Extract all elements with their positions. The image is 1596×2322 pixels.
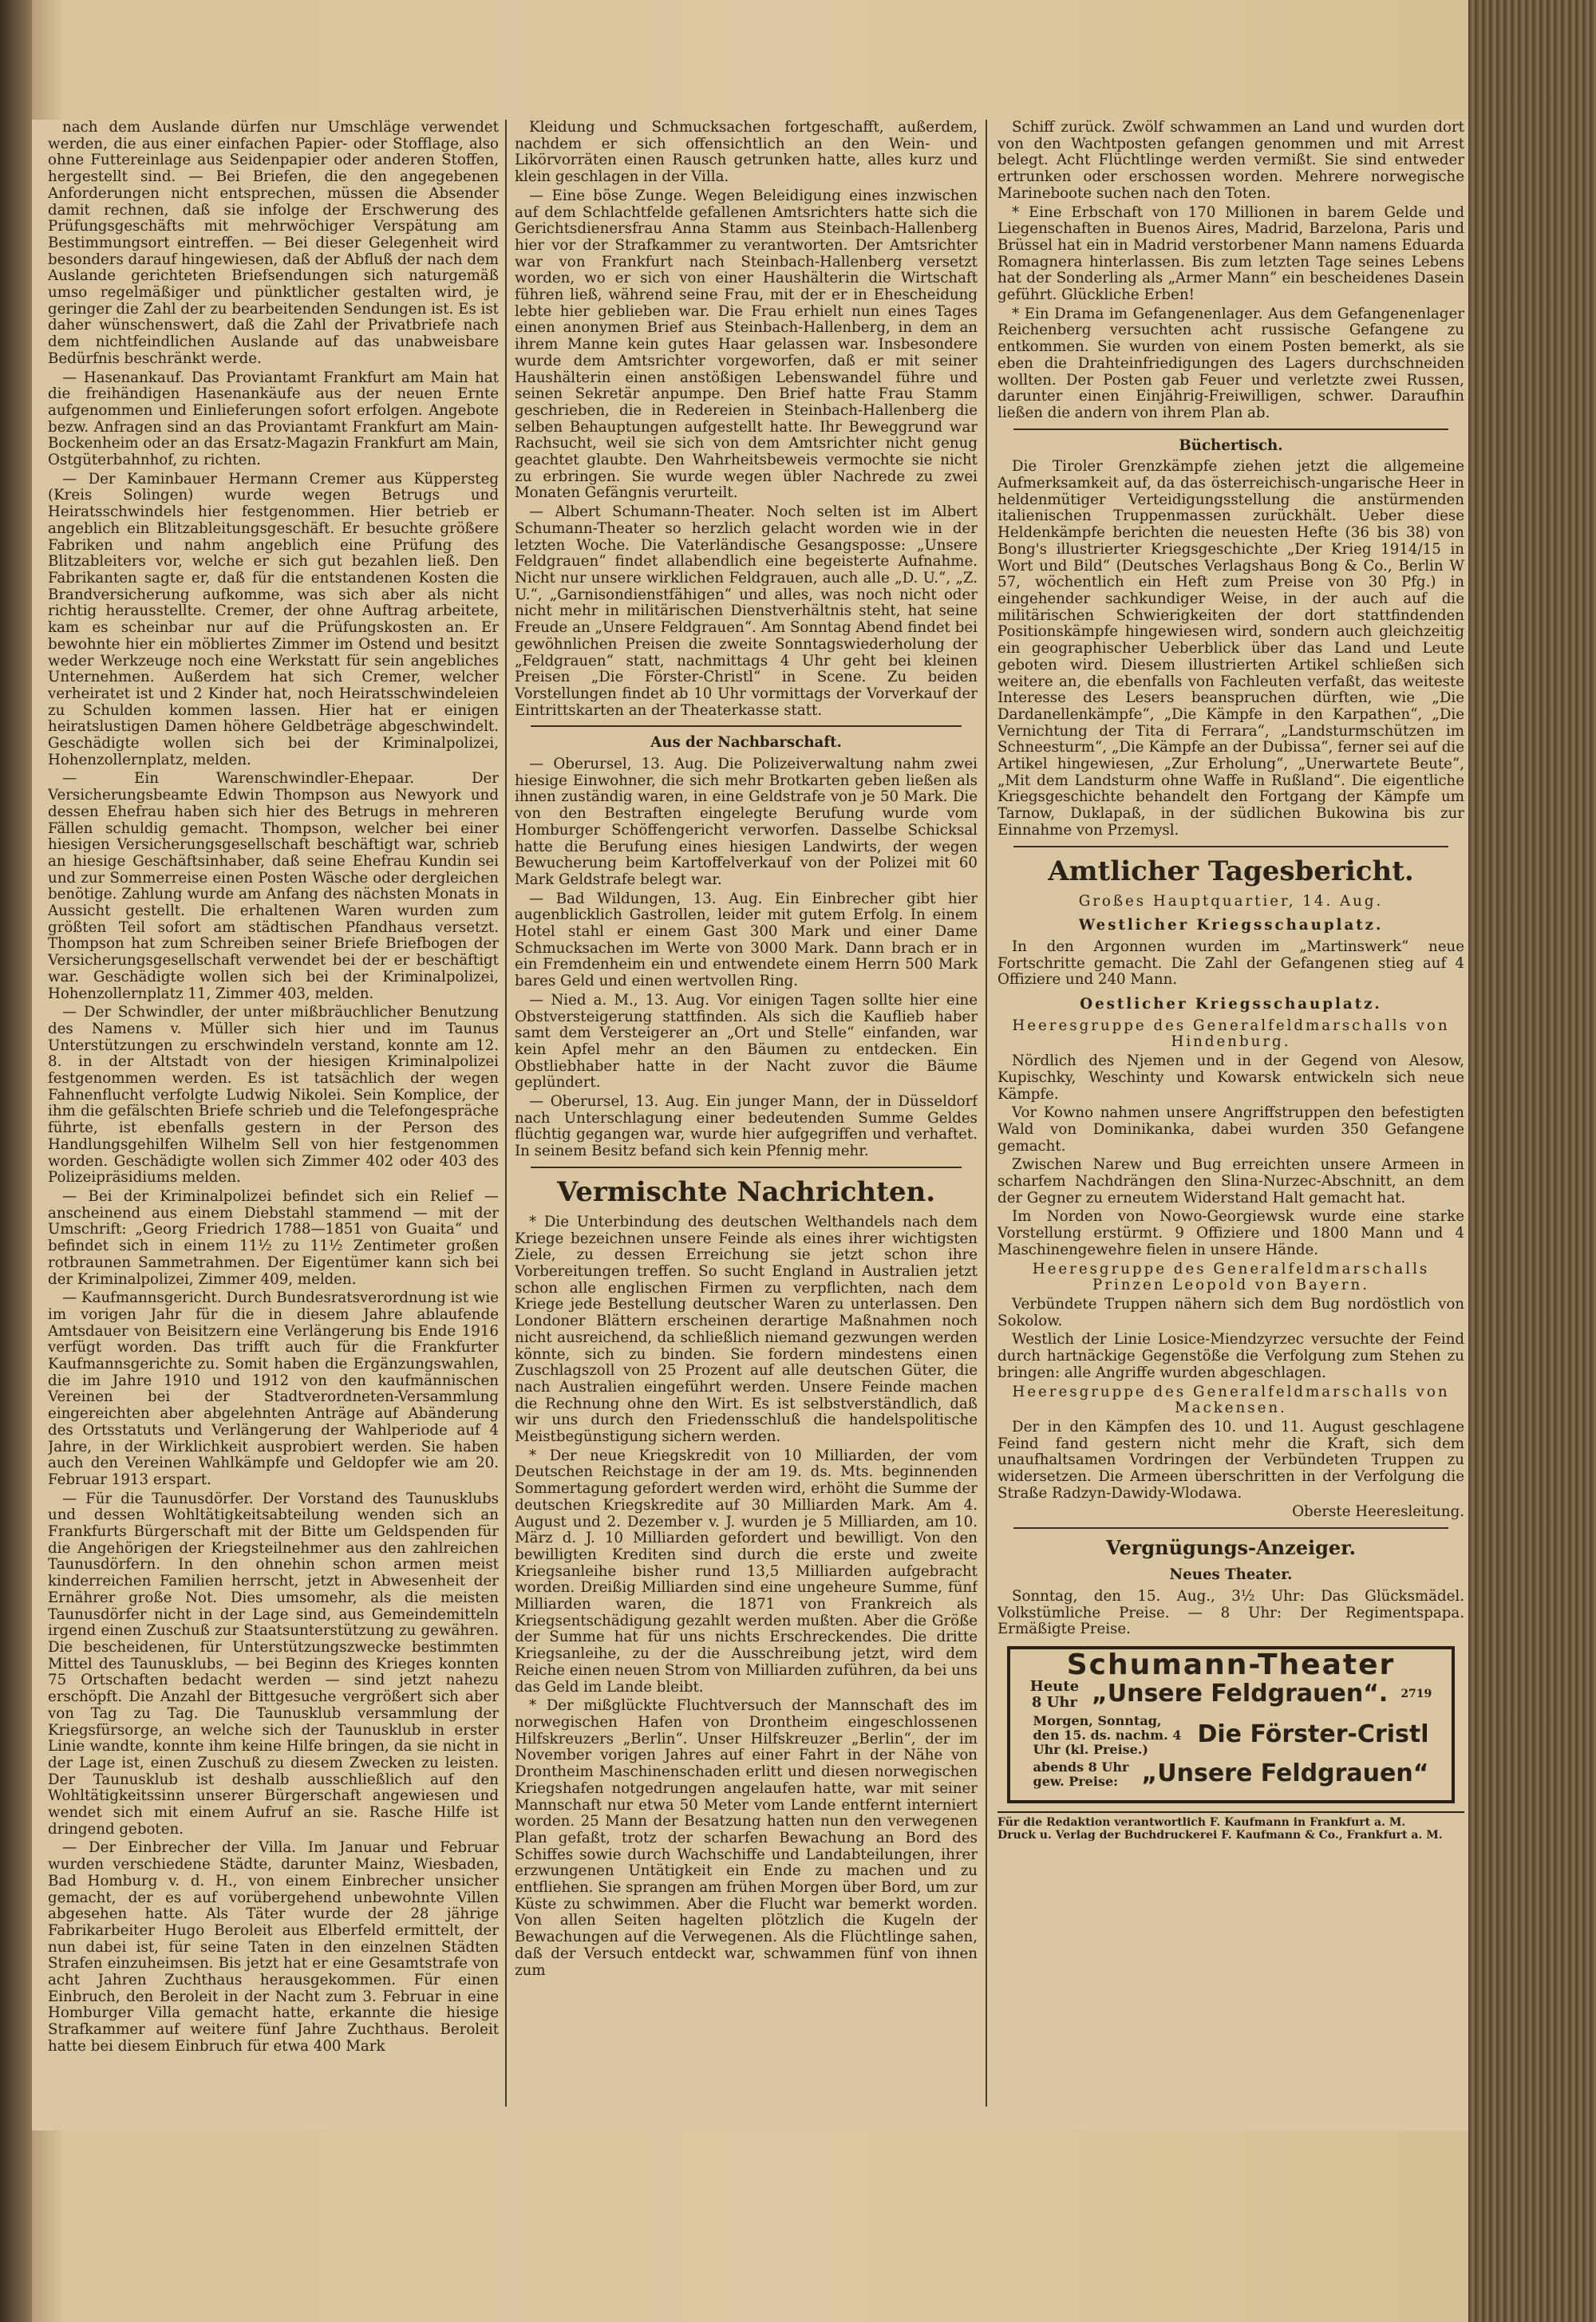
event-listing: Sonntag, den 15. Aug., 3½ Uhr: Das Glücksmädel. Volkstümliche Preise. — 8 Uhr: Der Regimentspapa. Ermäßigte Preise. bbox=[998, 1587, 1464, 1638]
section-heading-tagesbericht: Amtlicher Tagesbericht. bbox=[1048, 855, 1414, 887]
left-page-edge bbox=[0, 0, 32, 2322]
subheading-hindenburg: Heeresgruppe des Generalfeldmarschalls von Hindenburg. bbox=[1012, 1017, 1450, 1051]
imprint-editor: Für die Redaktion verantwortlich F. Kaufmann in Frankfurt a. M. bbox=[998, 1815, 1406, 1829]
report-paragraph: Westlich der Linie Losice-Miendzyrzec versuchte der Feind durch hartnäckige Gegenstöße die Verfolgung zum Stehen zu bringen: alle Angriffe wurden abgeschlagen. bbox=[998, 1331, 1464, 1381]
article-paragraph: * Eine Erbschaft von 170 Millionen in barem Gelde und Liegenschaften in Buenos Aires, Madrid, Barzelona, Paris und Brüssel hat ein in Madrid verstorbener Mann namens Eduarda Romagnera hinterlassen. Bis zum letzten Tage seines Lebens hat der Sonderling als „Armer Mann“ ein bescheidenes Dasein geführt. Glückliche Erben! bbox=[998, 203, 1464, 304]
article-paragraph: — Kaufmannsgericht. Durch Bundesratsverordnung ist wie im vorigen Jahr für die in diesem Jahre ablaufende Amtsdauer von Beisitzern eine Verlängerung bis Ende 1916 verfügt worden. Das trifft auch für die Frankfurter Kaufmannsgerichte zu. Somit haben die Ergänzungswahlen, die im Jahre 1910 und 1912 von den kaufmännischen Vereinen bei der Stadtverordneten-Versammlung eingereichten aber abgelehnten Anträge auf Abänderung des Ortsstatuts und Verlängerung der Wahlperiode auf 4 Jahre, in der Wirklichkeit ausprobiert werden. Sie haben auch den Vereinen Wahlkämpfe und Geldopfer wie am 20. Februar 1913 erspart. bbox=[48, 1289, 499, 1488]
article-paragraph: — Bad Wildungen, 13. Aug. Ein Einbrecher gibt hier augenblicklich Gastrollen, leider mit gutem Erfolg. In einem Hotel stahl er einem Gast 300 Mark und einer Dame Schmucksachen im Werte von 3000 Mark. Dann brach er in ein Fremdenheim ein und entwendete einem Herrn 500 Mark bares Geld und einen wertvollen Ring. bbox=[515, 890, 978, 990]
ad-play-1: „Unsere Feldgrauen“. bbox=[1092, 1680, 1389, 1708]
section-heading-buechertisch: Büchertisch. bbox=[1179, 436, 1283, 454]
section-divider bbox=[531, 1167, 962, 1168]
column-rule bbox=[986, 120, 987, 2107]
section-divider bbox=[531, 725, 962, 727]
ad-heute-line1: Heute bbox=[1029, 1677, 1080, 1695]
article-paragraph: — Für die Taunusdörfer. Der Vorstand des Taunusklubs und dessen Wohltätigkeitsabteilung wenden sich an Frankfurts Bürgerschaft mit der Bitte um Geldspenden für die Angehörigen der Kriegsteilnehmer aus den zahlreichen Taunusdörfern. In den ohnehin schon armen meist kinderreichen Familien herrscht, jetzt in Abwesenheit der Ernährer große Not. Dies umsomehr, als die meisten Taunusdörfer nicht in der Lage sind, aus Gemeindemitteln irgend einen Zuschuß zur Staatsunterstützung zu gewähren. Die bescheidenen, für Unterstützungszwecke bestimmten Mittel des Taunusklubs, — bei Beginn des Krieges konnten 75 Ortschaften bedacht werden — sind jetzt nahezu erschöpft. Die Anzahl der Bittgesuche vergrößert sich aber von Tag zu Tag. Die Taunusklub versammlung der Kriegsfürsorge, an welche sich der Taunusklub in erster Linie wandte, konnte ihm keine Hilfe bringen, da sie nicht in der Lage ist, einen Zuschuß zu diesem Zwecken zu leisten. Der Taunusklub ist deshalb ausschließlich auf den Wohltätigkeitssinn unserer Bürgerschaft angewiesen und wendet sich mit einem Aufruf an sie. Rasche Hilfe ist dringend geboten. bbox=[48, 1490, 499, 1838]
report-paragraph: Im Norden von Nowo-Georgiewsk wurde eine starke Vorstellung erstürmt. 9 Offiziere und 1800 Mann und 4 Maschinengewehre fielen in unsere Hände. bbox=[998, 1208, 1464, 1258]
article-paragraph: — Oberursel, 13. Aug. Ein junger Mann, der in Düsseldorf nach Unterschlagung einer bedeutenden Summe Geldes flüchtig gegangen war, wurde hier aufgegriffen und verhaftet. In seinem Besitz befand sich kein Pfennig mehr. bbox=[515, 1093, 978, 1160]
ad-heute-line2: 8 Uhr bbox=[1031, 1693, 1077, 1711]
section-divider bbox=[1013, 428, 1448, 430]
ad-play-3: „Unsere Feldgrauen“ bbox=[1141, 1759, 1429, 1788]
article-paragraph: Schiff zurück. Zwölf schwammen an Land und wurden dort von den Wachtposten gefangen genommen und mit Arrest belegt. Acht Flüchtlinge werden vermißt. Sie sind entweder ertrunken oder erschossen worden. Mehrere norwegische Marineboote suchen nach den Toten. bbox=[998, 120, 1464, 202]
article-paragraph: * Die Unterbindung des deutschen Welthandels nach dem Kriege bezeichnen unsere Feinde als eines ihrer wichtigsten Ziele, zu dessen Erreichung sie jetzt schon ihre Vorbereitungen treffen. So sucht England in Australien jetzt schon alle englischen Firmen zu verpflichten, nach dem Kriege jede Bestellung deutscher Waren zu unterlassen. Den Londoner Blättern erscheinen derartige Maßnahmen noch nicht ausreichend, da schließlich niemand gezwungen werden könnte, sich zu binden. Sie fordern mindestens einen Zuschlagszoll von 25 Prozent auf alle deutschen Güter, die nach Australien eingeführt werden. Unsere Feinde machen die Rechnung ohne den Wirt. Es ist selbstverständlich, daß wir uns durch den Friedensschluß die handelspolitische Meistbegünstigung sichern werden. bbox=[515, 1213, 978, 1446]
article-paragraph: nach dem Auslande dürfen nur Umschläge verwendet werden, die aus einer einfachen Papier- oder Stofflage, also ohne Futtereinlage aus Seidenpapier oder anderen Stoffen, hergestellt sind. — Bei Briefen, die den angegebenen Anforderungen nicht entsprechen, müssen die Absender damit rechnen, daß sie infolge der Erschwerung des Prüfungsgeschäfts mit mehrwöchiger Verspätung am Bestimmungsort eintreffen. — Bei dieser Gelegenheit wird besonders darauf hingewiesen, daß der Abfluß der nach dem Auslande gerichteten Briefsendungen sich naturgemäß umso regelmäßiger und pünktlicher gestalten wird, je geringer die Zahl der zu bearbeitenden Sendungen ist. Es ist daher wünschenswert, daß die Zahl der Privatbriefe nach dem nichtfeindlichen Auslande auf das unabweisbare Bedürfnis beschränkt werde. bbox=[48, 120, 499, 367]
subheading-oestlich: Oestlicher Kriegsschauplatz. bbox=[1080, 996, 1382, 1013]
section-heading-vergnuegung: Vergnügungs-Anzeiger. bbox=[1106, 1536, 1356, 1560]
article-paragraph: — Der Einbrecher der Villa. Im Januar und Februar wurden verschiedene Städte, darunter Mainz, Wiesbaden, Bad Homburg v. d. H., von einem Einbrecher unsicher gemacht, der es auf vorübergehend unbewohnte Villen abgesehen hatte. Als Täter wurde der 28 jährige Fabrikarbeiter Hugo Beroleit aus Elberfeld ermittelt, der nun dabei ist, für seine Taten in den einzelnen Städten Strafen einzuheimsen. Bis jetzt hat er eine Gesamtstrafe von acht Jahren Zuchthaus herausgekommen. Für einen Einbruch, den Beroleit in der Nacht zum 3. Februar in eine Homburger Villa gemacht hatte, erkannte die hiesige Strafkammer auf weitere fünf Jahre Zuchthaus. Beroleit hatte bei diesem Einbruch für etwa 400 Mark bbox=[48, 1839, 499, 2055]
report-paragraph: Vor Kowno nahmen unsere Angriffstruppen den befestigten Wald von Dominikanka, dabei wurden 350 Gefangene gemacht. bbox=[998, 1104, 1464, 1155]
ad-row-heute bbox=[1021, 1679, 1440, 1711]
section-heading-nachbarschaft: Aus der Nachbarschaft. bbox=[650, 734, 842, 752]
article-paragraph: — Der Kaminbauer Hermann Cremer aus Küppersteg (Kreis Solingen) wurde wegen Betrugs und Heiratsschwindels hier festgenommen. Hier betrieb er angeblich ein Blitzableitungsgeschäft. Er besuchte größere Fabriken und nahm angeblich eine Prüfung des Blitzableiters vor, welche er sich gut bezahlen ließ. Den Fabrikanten sagte er, daß für die entstandenen Kosten die Brandversicherung aufkomme, was sich aber als nicht richtig herausstellte. Cremer, der ohne Auftrag arbeitete, kam es scheinbar nur auf die Prüfungskosten an. Er bewohnte hier ein möbliertes Zimmer im Ostend und besitzt weder Werkzeuge noch eine Werkstatt für sein angebliches Unternehmen. Außerdem hat sich Cremer, welcher verheiratet ist und 2 Kinder hat, noch Heiratsschwindeleien zu Schulden kommen lassen. Hier hat er einigen heiratslustigen Damen höhere Geldbeträge abgeschwindelt. Geschädigte wollen sich bei der Kriminalpolizei, Hohenzollernplatz, melden. bbox=[48, 470, 499, 768]
article-paragraph: — Hasenankauf. Das Proviantamt Frankfurt am Main hat die freihändigen Hasenankäufe aus der neuen Ernte aufgenommen und Einlieferungen sofort erfolgen. Angebote bezw. Anfragen sind an das Proviantamt Frankfurt am Main-Bockenheim oder an das Ersatz-Magazin Frankfurt am Main, Ostgüterbahnhof, zu richten. bbox=[48, 369, 499, 469]
column-2 bbox=[515, 120, 978, 2107]
article-paragraph: — Eine böse Zunge. Wegen Beleidigung eines inzwischen auf dem Schlachtfelde gefallenen Amtsrichters hatte sich die Gerichtsdienersfrau Anna Stamm aus Steinbach-Hallenberg hier vor der Strafkammer zu verantworten. Der Amtsrichter war von Frankfurt nach Steinbach-Hallenberg versetzt worden, wo er sich von einer Haushälterin die Wirtschaft führen ließ, während seine Frau, mit der er in Ehescheidung lebte hier geblieben war. Die Frau erhielt nun eines Tages einen anonymen Brief aus Steinbach-Hallenberg, in dem an ihrem Manne kein gutes Haar gelassen war. Insbesondere wurde dem Amtsrichter vorgeworfen, daß er mit seiner Haushälterin einen anstößigen Lebenswandel führe und seinen Sekretär anpumpe. Den Brief hatte Frau Stamm geschrieben, die in Redereien in Steinbach-Hallenberg die selben Behauptungen aufgestellt hatte. Ihr Beweggrund war Rachsucht, weil sie sich von dem Amtsrichter nicht genug geachtet glaubte. Den Wahrheitsbeweis vermochte sie nicht zu erbringen. Sie wurde wegen übler Nachrede zu zwei Monaten Gefängnis verurteilt. bbox=[515, 187, 978, 502]
report-paragraph: In den Argonnen wurden im „Martinswerk“ neue Fortschritte gemacht. Die Zahl der Gefangenen stieg auf 4 Offiziere und 240 Mann. bbox=[998, 938, 1464, 989]
subheading-leopold: Heeresgruppe des Generalfeldmarschalls Prinzen Leopold von Bayern. bbox=[1032, 1260, 1430, 1294]
newspaper-page bbox=[32, 120, 1468, 2130]
ad-row-morgen bbox=[1021, 1714, 1440, 1757]
subheading-westlich: Westlicher Kriegsschauplatz. bbox=[1078, 917, 1384, 934]
column-1 bbox=[48, 120, 499, 2107]
report-paragraph: Nördlich des Njemen und in der Gegend von Alesow, Kupischky, Weschinty und Kowarsk entwickeln sich neue Kämpfe. bbox=[998, 1052, 1464, 1103]
article-paragraph: — Ein Warenschwindler-Ehepaar. Der Versicherungsbeamte Edwin Thompson aus Newyork und dessen Ehefrau haben sich hier des Betrugs in mehreren Fällen schuldig gemacht. Thompson, welcher bei einer hiesigen Versicherungsgesellschaft beschäftigt war, schrieb an hiesige Geschäftsinhaber, daß seine Ehefrau Kundin sei und zur Sommerreise einen Posten Wäsche oder dergleichen benötige. Zahlung wurde am Anfang des nächsten Monats in Aussicht gestellt. Die erhaltenen Waren wurden zum größten Teil sofort am städtischen Pfandhaus versetzt. Thompson hat zum Schreiben seiner Briefe Briefbogen der Versicherungsgesellschaft verwendet bei der er beschäftigt war. Geschädigte wollen sich bei der Kriminalpolizei, Hohenzollernplatz 11, Zimmer 403, melden. bbox=[48, 770, 499, 1002]
ad-heute bbox=[1030, 1679, 1079, 1711]
subheading-neues-theater: Neues Theater. bbox=[1169, 1566, 1293, 1584]
signature: Oberste Heeresleitung. bbox=[1292, 1503, 1464, 1521]
article-paragraph: — Bei der Kriminalpolizei befindet sich ein Relief — anscheinend aus einem Diebstahl stammend — mit der Umschrift: „Georg Friedrich 1788—1851 von Guaita“ und befindet sich in einem 11½ zu 11½ Zentimeter großen rotbraunen Sammetrahmen. Der Eigentümer kann sich bei der Kriminalpolizei, Zimmer 409, melden. bbox=[48, 1188, 499, 1288]
imprint bbox=[998, 1811, 1464, 1842]
article-paragraph: Die Tiroler Grenzkämpfe ziehen jetzt die allgemeine Aufmerksamkeit auf, da das österreichisch-ungarische Heer in heldenmütiger Verteidigungsstellung die anstürmenden italienischen Truppenmassen zurückhält. Ueber diese Heldenkämpfe berichten die neuesten Hefte (36 bis 38) von Bong's illustrierter Kriegsgeschichte „Der Krieg 1914/15 in Wort und Bild“ (Deutsches Verlagshaus Bong & Co., Berlin W 57, wöchentlich ein Heft zum Preise von 30 Pfg.) in eingehender sachkundiger Weise, in der auch auf die militärischen Schwierigkeiten der dort stattfindenden Positionskämpfe hingewiesen wird, sondern auch gleichzeitig ein geographischer Ueberblick über das Land und Leute geboten wird. Diesem illustrierten Artikel schließen sich weitere an, die ebenfalls von Fachleuten verfaßt, das weiteste Interesse des Lesers beanspruchen dürften, wie „Die Dardanellenkämpfe“, „Die Kämpfe in den Karpathen“, „Die Vernichtung der Tita di Ferrara“, „Landsturmschützen im Schneesturm“, „Die Kämpfe an der Dubissa“, ferner sei auf die Artikel hingewiesen, „Zur Erholung“, „Unerwartete Beute“, „Mit dem Landsturm ohne Waffe in Rußland“. Die eigentliche Kriegsgeschichte behandelt den Fortgang der Kämpfe um Tarnow, Duklapaß, in der südlichen Bukowina bis zur Einnahme von Przemysl. bbox=[998, 458, 1464, 839]
report-paragraph: Zwischen Narew und Bug erreichten unsere Armeen in scharfem Nachdrängen den Slina-Nurzec-Abschnitt, an dem der Gegner zu erneutem Widerstand Halt gemacht hat. bbox=[998, 1156, 1464, 1206]
report-paragraph: Der in den Kämpfen des 10. und 11. August geschlagene Feind fand gestern nicht mehr die Kraft, sich dem unaufhaltsamen Vordringen der Verbündeten Truppen zu widersetzen. Die Armeen überschritten in der Verfolgung die Straße Radzyn-Dawidy-Wlodawa. bbox=[998, 1418, 1464, 1502]
dateline: Großes Hauptquartier, 14. Aug. bbox=[1078, 892, 1384, 910]
ad-abends-text: abends 8 Uhr gew. Preise: bbox=[1033, 1759, 1129, 1789]
column-rule bbox=[505, 120, 507, 2107]
book-spine-edge bbox=[1468, 0, 1596, 2322]
article-paragraph: — Nied a. M., 13. Aug. Vor einigen Tagen sollte hier eine Obstversteigerung stattfinden. Als sich die Kauflieb haber samt dem Versteigerer an „Ort und Stelle“ einfanden, war kein Apfel mehr an den Bäumen zu entdecken. Ein Obstliebhaber hatte in der Nacht zuvor die Bäume geplündert. bbox=[515, 991, 978, 1092]
column-3 bbox=[998, 120, 1464, 2107]
ad-play-2: Die Förster-Cristl bbox=[1197, 1720, 1429, 1749]
section-heading-vermischte: Vermischte Nachrichten. bbox=[556, 1175, 936, 1208]
ad-title: Schumann-Theater bbox=[1066, 1648, 1396, 1681]
section-divider bbox=[1013, 846, 1448, 847]
article-paragraph: — Der Schwindler, der unter mißbräuchlicher Benutzung des Namens v. Müller sich hier und im Taunus Unterstützungen zu erschwindeln verstand, konnte am 12. 8. in der Altstadt von der hiesigen Kriminalpolizei festgenommen werden. Es ist tatsächlich der wegen Fahnenflucht verfolgte Ludwig Nikolei. Sein Komplice, der ihm die gefälschten Briefe schrieb und die Telefongespräche führte, ist ebenfalls gestern in der Person des Handlungsgehilfen Wilhelm Sell von hier festgenommen worden. Geschädigte wollen sich Zimmer 402 oder 403 des Polizeipräsidiums melden. bbox=[48, 1004, 499, 1187]
article-paragraph: — Albert Schumann-Theater. Noch selten ist im Albert Schumann-Theater so herzlich gelacht worden wie in der letzten Woche. Die Vaterländische Gesangsposse: „Unsere Feldgrauen“ findet allabendlich eine begeisterte Aufnahme. Nicht nur unsere wirklichen Feldgrauen, auch alle „D. U.“, „Z. U.“, „Garnisondienstfähigen“ und alles, was noch nicht oder nicht mehr in militärischen Dienstverhältnis steht, hat seine Freude an „Unsere Feldgrauen“. Am Sonntag Abend findet bei gewöhnlichen Preisen die zweite Sonntagswiederholung der „Feldgrauen“ statt, nachmittags 4 Uhr geht bei kleinen Preisen „Die Förster-Christl“ in Scene. Zu beiden Vorstellungen findet ab 10 Uhr vormittags der Vorverkauf der Eintrittskarten an der Theaterkasse statt. bbox=[515, 503, 978, 719]
article-paragraph: * Der neue Kriegskredit von 10 Milliarden, der vom Deutschen Reichstage in der am 19. ds. Mts. beginnenden Sommertagung gefordert werden wird, erhöht die Summe der deutschen Kriegskredite auf 30 Milliarden Mark. Am 4. August und 2. Dezember v. J. wurden je 5 Milliarden, am 10. März d. J. 10 Milliarden gefordert und bewilligt. Von den bewilligten Krediten sind durch die erste und zweite Kriegsanleihe bisher rund 13,5 Milliarden aufgebracht worden. Dreißig Milliarden sind eine ungeheure Summe, fünf Milliarden waren, die 1871 von Frankreich als Kriegsentschädigung gezahlt werden mußten. Aber die Größe der Summe hat für uns nichts Erschreckendes. Die dritte Kriegsanleihe, zu der die Ausschreibung jetzt, wird dem Reiche einen neuen Strom von Milliarden zuführen, da bei uns das Geld im Lande bleibt. bbox=[515, 1447, 978, 1696]
ad-morgen-text: Morgen, Sonntag, den 15. ds. nachm. 4 Uhr (kl. Preise.) bbox=[1033, 1712, 1182, 1757]
imprint-printer: Druck u. Verlag der Buchdruckerei F. Kaufmann & Co., Frankfurt a. M. bbox=[998, 1828, 1443, 1842]
report-paragraph: Verbündete Truppen nähern sich dem Bug nordöstlich von Sokolow. bbox=[998, 1296, 1464, 1329]
article-paragraph: * Der mißglückte Fluchtversuch der Mannschaft des im norwegischen Hafen von Drontheim eingeschlossenen Hilfskreuzers „Berlin“. Unser Hilfskreuzer „Berlin“, der im November vorigen Jahres auf einer Fahrt in der Nähe von Drontheim Maschinenschaden erlitt und diesen norwegischen Kriegshafen notgedrungen angelaufen hatte, war mit seiner Mannschaft nur etwa 50 Meter vom Lande entfernt interniert worden. 25 Mann der Besatzung hatten nun den verwegenen Plan gefaßt, trotz der scharfen Bewachung an Bord des Schiffes sowie durch Wachschiffe und Landabteilungen, ihrer erzwungenen Untätigkeit ein Ende zu machen und zu entfliehen. Sie sprangen am frühen Morgen über Bord, um zur Küste zu schwimmen. Aber die Flucht war bemerkt worden. Von allen Seiten hagelten plötzlich die Kugeln der Bewachungen auf die Verwegenen. Als die Flüchtlinge sahen, daß der Versuch entdeckt war, schwammen fünf von ihnen zum bbox=[515, 1697, 978, 1979]
schumann-theater-ad bbox=[1007, 1646, 1455, 1803]
ad-row-abends bbox=[1021, 1760, 1440, 1789]
section-divider bbox=[1013, 1527, 1448, 1529]
ad-code: 2719 bbox=[1400, 1688, 1432, 1701]
article-paragraph: * Ein Drama im Gefangenenlager. Aus dem Gefangenenlager Reichenberg versuchten acht russische Gefangene zu entkommen. Sie wurden von einem Posten bemerkt, als sie eben die Drahteinfriedigungen des Lagers durchschneiden wollten. Der Posten gab Feuer und verletzte zwei Russen, darunter einen Einjährig-Freiwilligen, schwer. Daraufhin ließen die andern von ihrem Plan ab. bbox=[998, 305, 1464, 421]
article-paragraph: — Oberursel, 13. Aug. Die Polizeiverwaltung nahm zwei hiesige Einwohner, die sich mehr Brotkarten geben ließen als ihnen zuständig waren, in eine Geldstrafe von je 50 Mark. Die von den Bestraften eingelegte Berufung wurde vom Homburger Schöffengericht verworfen. Dasselbe Schicksal hatte die Berufung eines hiesigen Landwirts, der wegen Bewucherung beim Kartoffelverkauf von der Polizei mit 60 Mark Geldstrafe belegt war. bbox=[515, 756, 978, 888]
article-paragraph: Kleidung und Schmucksachen fortgeschafft, außerdem, nachdem er sich offensichtlich an den Wein- und Likörvorräten einen Rausch getrunken hatte, alles kurz und klein geschlagen in der Villa. bbox=[515, 120, 978, 186]
subheading-mackensen: Heeresgruppe des Generalfeldmarschalls von Mackensen. bbox=[1012, 1383, 1450, 1417]
